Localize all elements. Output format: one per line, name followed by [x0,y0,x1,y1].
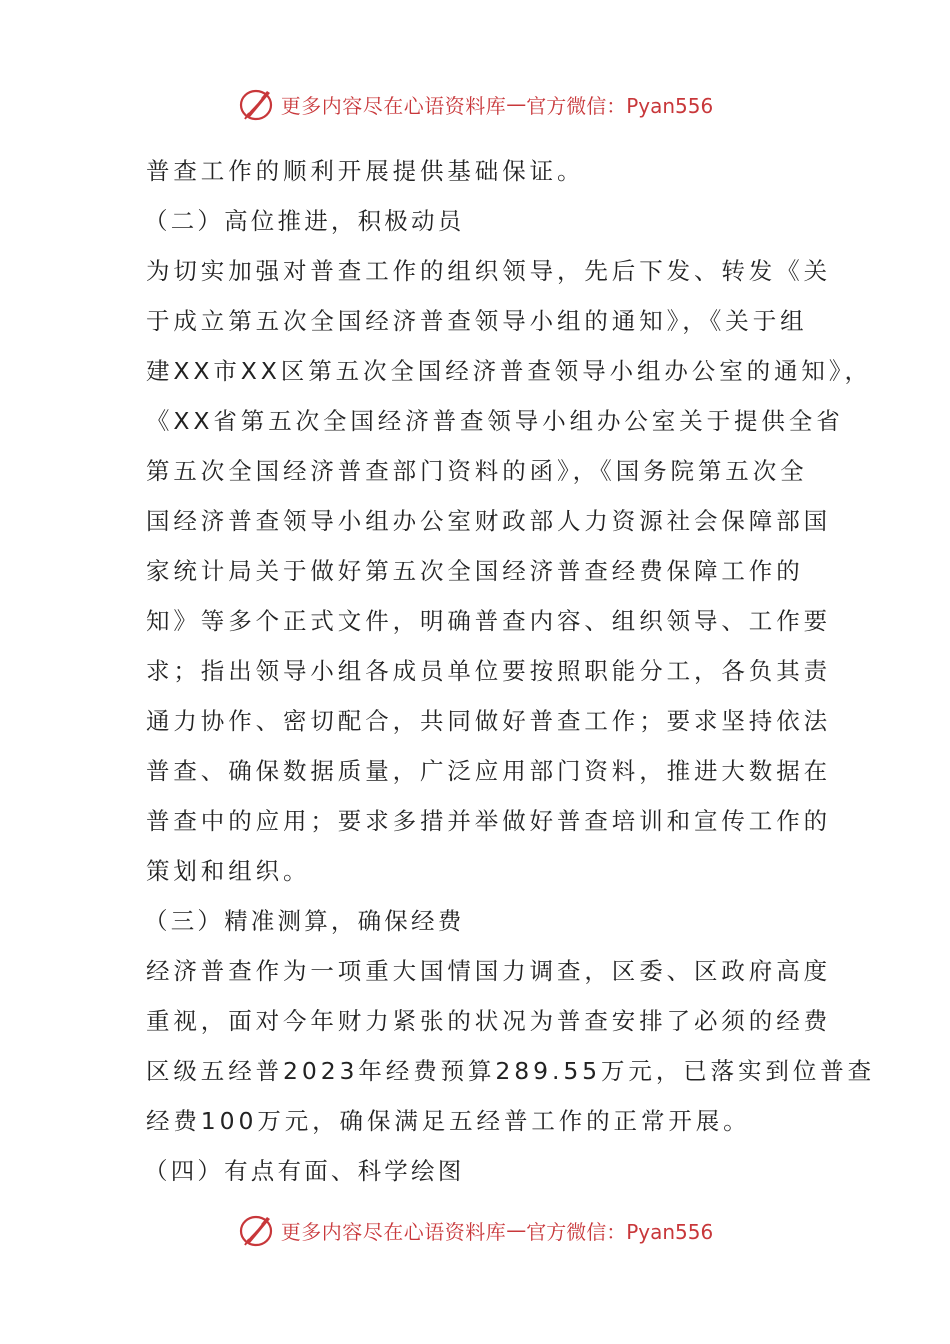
body-line: 区级五经普2023年经费预算289.55万元，已落实到位普查 [146,1057,876,1085]
section-heading: （四）有点有面、科学绘图 [144,1157,465,1185]
body-line: 经济普查作为一项重大国情国力调查，区委、区政府高度 [146,957,831,985]
quill-logo-icon [237,1210,277,1250]
body-line: 第五次全国经济普查部门资料的函》，《国务院第五次全 [146,457,808,485]
section-heading: （二）高位推进，积极动员 [144,207,465,235]
body-line: 《XX省第五次全国经济普查领导小组办公室关于提供全省 [146,407,844,435]
watermark-wechat: 官方微信：Pyan556 [526,93,714,118]
header-watermark [0,82,950,126]
watermark-text: 更多内容尽在心语资料库 [280,93,507,118]
section-heading: （三）精准测算，确保经费 [144,907,465,935]
body-line: 求；指出领导小组各成员单位要按照职能分工，各负其责 [146,657,831,685]
body-line: 普查工作的顺利开展提供基础保证。 [146,157,585,185]
body-line: 普查中的应用；要求多措并举做好普查培训和宣传工作的 [146,807,831,835]
body-line: 经费100万元，确保满足五经普工作的正常开展。 [146,1107,751,1135]
watermark-wechat: 官方微信：Pyan556 [526,1219,714,1244]
watermark-dash: — [506,92,527,116]
body-line: 家统计局关于做好第五次全国经济普查经费保障工作的 [146,557,804,585]
footer-watermark [0,1208,950,1252]
body-line: 为切实加强对普查工作的组织领导，先后下发、转发《关 [146,257,831,285]
body-line: 国经济普查领导小组办公室财政部人力资源社会保障部国 [146,507,831,535]
body-line: 通力协作、密切配合，共同做好普查工作；要求坚持依法 [146,707,831,735]
watermark-text: 更多内容尽在心语资料库 [280,1219,507,1244]
quill-logo-icon [237,84,277,124]
document-body [144,146,876,1196]
body-line: 策划和组织。 [146,857,311,885]
body-line: 于成立第五次全国经济普查领导小组的通知》，《关于组 [146,307,808,335]
body-line: 知》等多个正式文件，明确普查内容、组织领导、工作要 [146,607,831,635]
body-line: 建XX市XX区第五次全国经济普查领导小组办公室的通知》， [146,357,872,385]
body-line: 重视，面对今年财力紧张的状况为普查安排了必须的经费 [146,1007,831,1035]
body-line: 普查、确保数据质量，广泛应用部门资料，推进大数据在 [146,757,831,785]
watermark-dash: — [506,1218,527,1242]
